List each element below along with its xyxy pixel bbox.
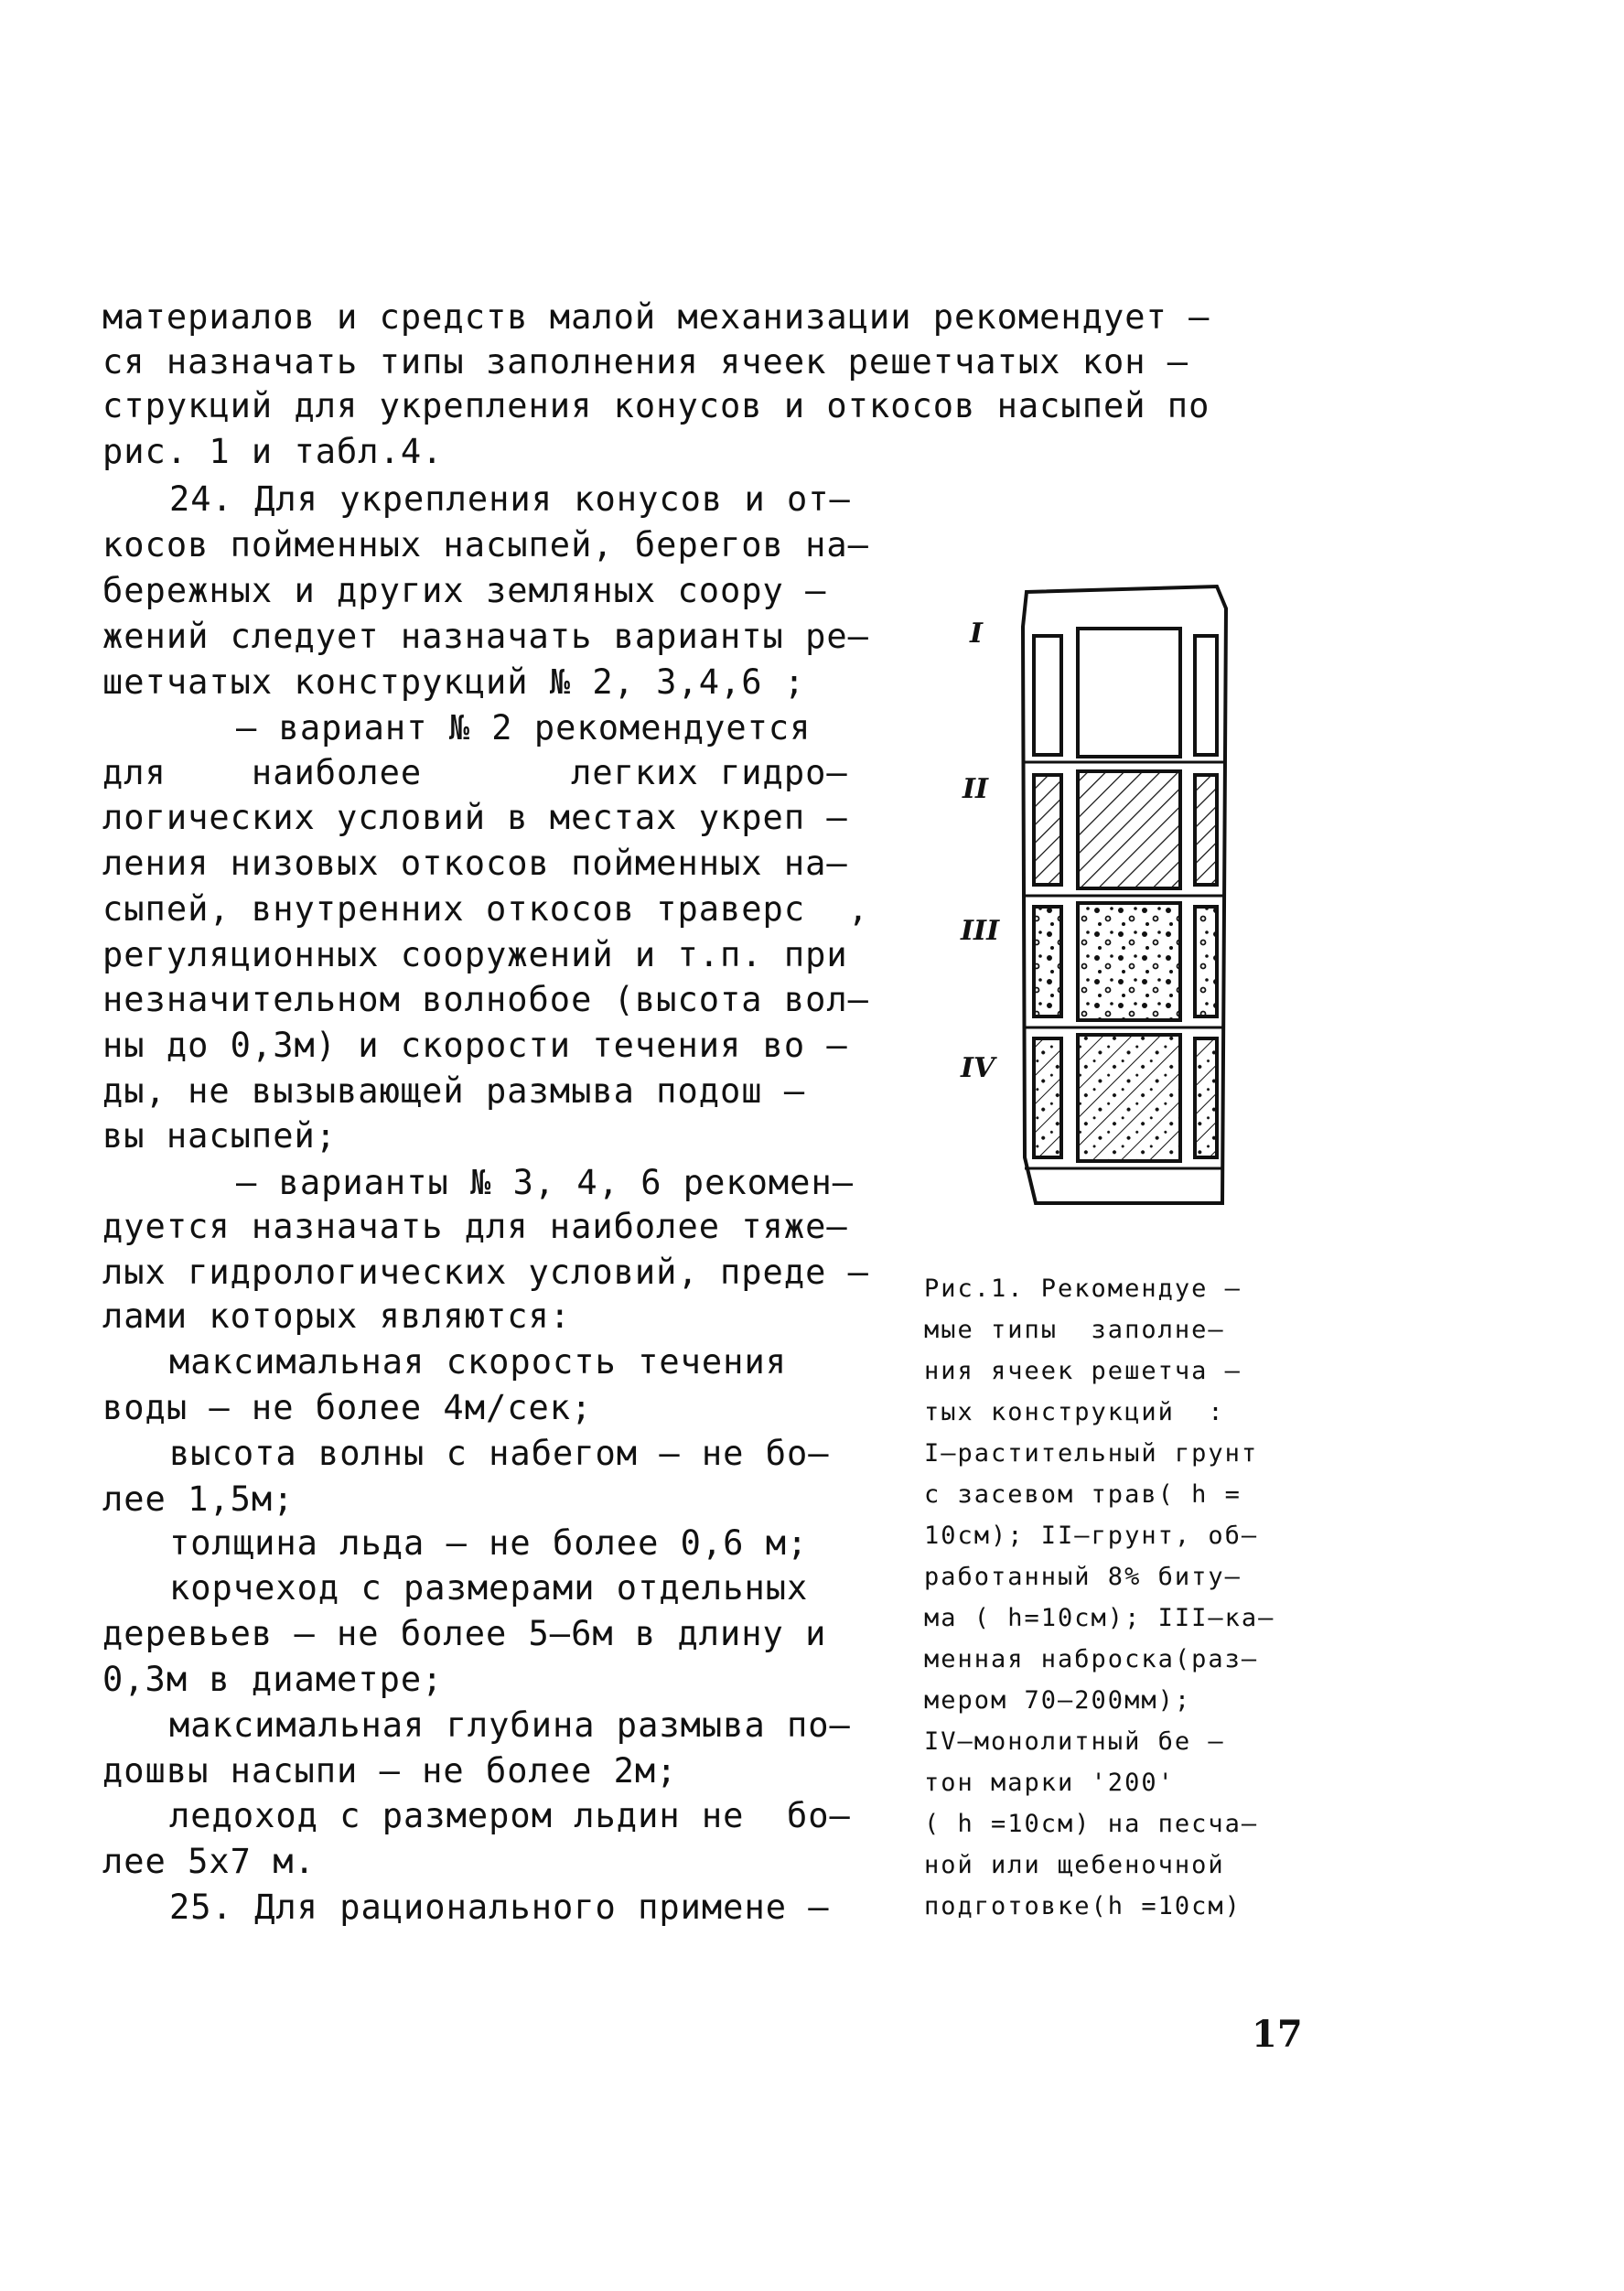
text-line: деревьев – не более 5–6м в длину и <box>102 1614 827 1653</box>
figure-caption-line: Рис.1. Рекомендуе – <box>924 1275 1242 1303</box>
text-line: 25. Для рационального примене – <box>169 1888 830 1927</box>
text-line: лых гидрологических условий, преде – <box>102 1253 869 1292</box>
figure-caption-line: IV–монолитный бе – <box>924 1727 1225 1756</box>
text-line: ды, не вызывающей размыва подош – <box>102 1071 806 1111</box>
text-line: корчеход с размерами отдельных <box>169 1568 809 1608</box>
text-line: шетчатых конструкций № 2, 3,4,6 ; <box>102 662 806 702</box>
figure-caption-line: ной или щебеночной <box>924 1851 1225 1879</box>
text-line: струкций для укрепления конусов и откосов насыпей по <box>102 386 1210 425</box>
figure-caption-line: работанный 8% биту– <box>924 1563 1242 1591</box>
figure-caption-line: мером 70–200мм); <box>924 1686 1192 1715</box>
text-line: регуляционных сооружений и т.п. при <box>102 935 848 974</box>
figure-caption-line: ма ( h=10см); III–ка– <box>924 1604 1275 1632</box>
figure-caption-line: с засевом трав( h = <box>924 1480 1242 1509</box>
text-line: для наиболее легких гидро– <box>102 753 848 792</box>
text-line: 0,3м в диаметре; <box>102 1660 444 1699</box>
text-line: рис. 1 и табл.4. <box>102 432 444 471</box>
text-line: высота волны с набегом – не бо– <box>169 1434 830 1473</box>
text-line: сыпей, внутренних откосов траверс , <box>102 889 869 929</box>
row-ii <box>1034 771 1217 888</box>
text-line: ледоход с размером льдин не бо– <box>169 1796 851 1835</box>
figure-label-iv: IV <box>961 1052 995 1084</box>
text-line: вы насыпей; <box>102 1116 338 1156</box>
text-line: ны до 0,3м) и скорости течения во – <box>102 1026 848 1065</box>
figure-caption-line: ( h =10см) на песча– <box>924 1810 1259 1838</box>
row-i <box>1034 629 1217 757</box>
text-line: 24. Для укрепления конусов и от– <box>169 479 851 519</box>
text-line: дошвы насыпи – не более 2м; <box>102 1751 678 1791</box>
text-line: незначительном волнобое (высота вол– <box>102 980 869 1019</box>
figure-caption-line: 10см); II–грунт, об– <box>924 1522 1259 1550</box>
figure-label-i: I <box>970 618 984 650</box>
text-line: бережных и других земляных соору – <box>102 571 827 610</box>
row-iii <box>1034 903 1217 1020</box>
text-line: лее 1,5м; <box>102 1479 295 1519</box>
figure-caption-line: менная наброска(раз– <box>924 1645 1259 1673</box>
figure-caption-line: I–растительный грунт <box>924 1439 1259 1468</box>
text-line: жений следует назначать варианты ре– <box>102 617 869 656</box>
row-iv <box>1034 1035 1217 1161</box>
page-number: 17 <box>1252 2013 1303 2056</box>
text-line: максимальная скорость течения <box>169 1342 788 1382</box>
figure-caption-line: тон марки '200' <box>924 1769 1175 1797</box>
text-line: максимальная глубина размыва по– <box>169 1705 851 1745</box>
figure-label-iii: III <box>961 915 1000 947</box>
lattice-fill-figure <box>997 572 1244 1212</box>
figure-caption-line: мые типы заполне– <box>924 1316 1225 1344</box>
text-line: лами которых являются: <box>102 1296 572 1336</box>
text-line: ления низовых откосов пойменных на– <box>102 844 848 883</box>
text-line: косов пойменных насыпей, берегов на– <box>102 525 869 565</box>
figure-caption-line: тых конструкций : <box>924 1398 1225 1426</box>
text-line: ся назначать типы заполнения ячеек решетчатых кон – <box>102 342 1189 382</box>
text-line: логических условий в местах укреп – <box>102 798 848 837</box>
text-line: дуется назначать для наиболее тяже– <box>102 1207 848 1246</box>
figure-caption-line: ния ячеек решетча – <box>924 1357 1242 1385</box>
figure-caption-line: подготовке(h =10см) <box>924 1892 1242 1920</box>
text-line: воды – не более 4м/сек; <box>102 1388 593 1427</box>
figure-label-ii: II <box>963 773 989 805</box>
text-line: толщина льда – не более 0,6 м; <box>169 1523 809 1563</box>
text-line: – вариант № 2 рекомендуется <box>236 708 812 748</box>
text-line: – варианты № 3, 4, 6 рекомен– <box>236 1163 855 1202</box>
text-line: лее 5х7 м. <box>102 1842 316 1881</box>
text-line: материалов и средств малой механизации рекомендует – <box>102 297 1210 337</box>
